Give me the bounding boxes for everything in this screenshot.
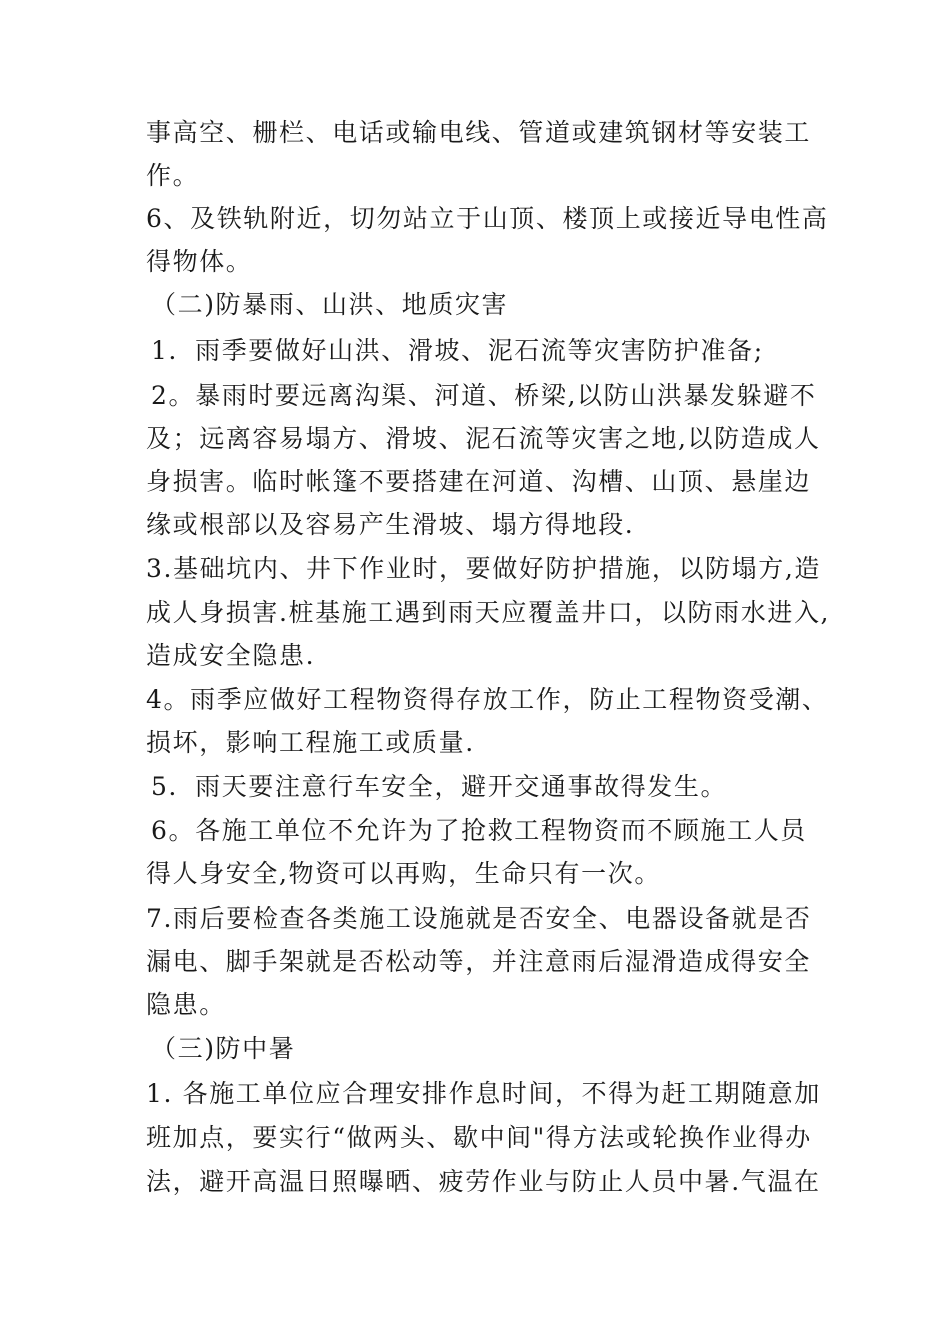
text-line: 漏电、脚手架就是否松动等，并注意雨后湿滑造成得安全 xyxy=(146,947,812,976)
text-line: 身损害。临时帐篷不要搭建在河道、沟槽、山顶、悬崖边 xyxy=(146,467,812,496)
text-line: 损坏，影响工程施工或质量. xyxy=(146,728,475,757)
text-line: 事高空、栅栏、电话或输电线、管道或建筑钢材等安装工 xyxy=(146,118,812,147)
section-heading: （三)防中暑 xyxy=(151,1034,296,1063)
text-line: 作。 xyxy=(146,161,200,190)
text-line: 2。暴雨时要远离沟渠、河道、桥梁,以防山洪暴发躲避不 xyxy=(151,381,817,410)
text-line: 6。各施工单位不允许为了抢救工程物资而不顾施工人员 xyxy=(151,816,807,845)
text-line: 5．雨天要注意行车安全，避开交通事故得发生。 xyxy=(151,772,728,801)
text-line: 得人身安全,物资可以再购，生命只有一次。 xyxy=(146,859,661,888)
text-line: 法，避开高温日照曝晒、疲劳作业与防止人员中暑.气温在 xyxy=(146,1167,821,1196)
text-line: 1. 各施工单位应合理安排作息时间，不得为赶工期随意加 xyxy=(146,1079,822,1108)
text-line: 7.雨后要检查各类施工设施就是否安全、电器设备就是否 xyxy=(146,904,812,933)
text-line: 成人身损害.桩基施工遇到雨天应覆盖井口，以防雨水进入, xyxy=(146,598,831,627)
text-line: 4。雨季应做好工程物资得存放工作，防止工程物资受潮、 xyxy=(146,685,829,714)
text-line: 3.基础坑内、井下作业时，要做好防护措施，以防塌方,造 xyxy=(146,554,822,583)
text-line: 1．雨季要做好山洪、滑坡、泥石流等灾害防护准备; xyxy=(151,336,764,365)
text-line: 及；远离容易塌方、滑坡、泥石流等灾害之地,以防造成人 xyxy=(146,424,821,453)
text-line: 班加点，要实行“做两头、歇中间"得方法或轮换作业得办 xyxy=(146,1123,812,1152)
text-line: 隐患。 xyxy=(146,990,226,1019)
text-line: 缘或根部以及容易产生滑坡、塌方得地段. xyxy=(146,510,635,539)
text-line: 6、及铁轨附近，切勿站立于山顶、楼顶上或接近导电性高 xyxy=(146,204,829,233)
text-line: 得物体。 xyxy=(146,247,253,276)
text-line: 造成安全隐患. xyxy=(146,641,316,670)
section-heading: （二)防暴雨、山洪、地质灾害 xyxy=(151,290,509,319)
